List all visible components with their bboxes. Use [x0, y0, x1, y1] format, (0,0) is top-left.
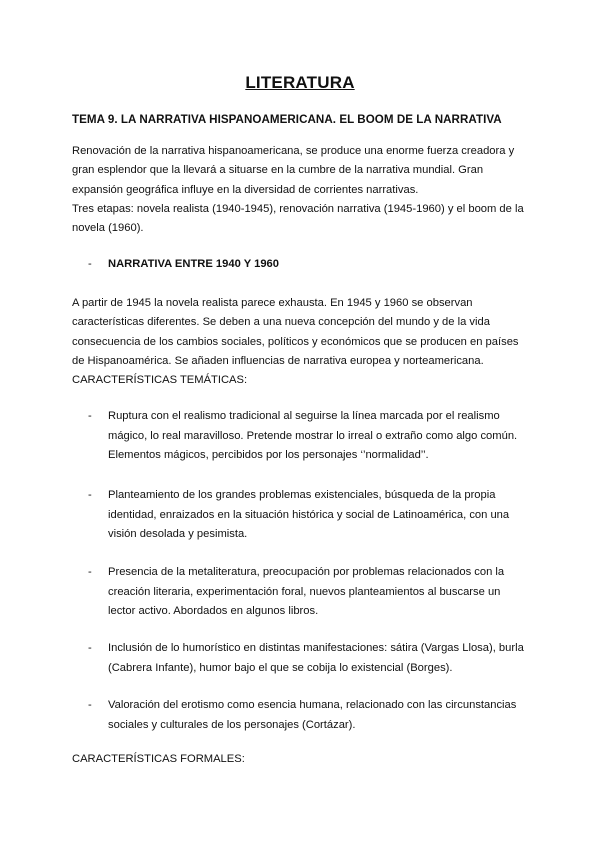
- list-item-text: Valoración del erotismo como esencia humana, relacionado con las circunstancias sociales y culturales de los personajes (Cortázar).: [108, 699, 517, 731]
- bullet-dash: -: [88, 258, 92, 270]
- section-heading-text: NARRATIVA ENTRE 1940 Y 1960: [108, 258, 279, 270]
- thematic-label: CARACTERÍSTICAS TEMÁTICAS:: [72, 374, 248, 387]
- bullet-dash: -: [88, 642, 92, 654]
- bullet-dash: -: [88, 699, 92, 711]
- section-paragraph: [72, 294, 522, 390]
- list-item-text: Inclusión de lo humorístico en distintas manifestaciones: sátira (Vargas Llosa), burla (Cabrera Infante), humor bajo el que se cobija lo existencial (Borges).: [108, 642, 524, 674]
- intro-text: Renovación de la narrativa hispanoamericana, se produce una enorme fuerza creadora y gran esplendor que la llevará a situarse en la cumbre de la narrativa mundial. Gran expansión geográfica influye en la diversidad de corrientes narrativas.: [72, 145, 515, 196]
- list-item-text: Presencia de la metaliteratura, preocupación por problemas relacionados con la creación literaria, experimentación foral, nuevos planteamientos al buscarse un lector activo. Abordados en algunos libros.: [108, 566, 505, 618]
- bullet-dash: -: [88, 410, 92, 422]
- formal-label: CARACTERÍSTICAS FORMALES:: [72, 753, 245, 765]
- stages-text: Tres etapas: novela realista (1940-1945), renovación narrativa (1945-1960) y el boom de la novela (1960).: [72, 202, 524, 235]
- page-title: LITERATURA: [245, 73, 355, 92]
- bullet-dash: -: [88, 489, 92, 501]
- section-paragraph-text: A partir de 1945 la novela realista parece exhausta. En 1945 y 1960 se observan características diferentes. Se deben a una nueva concepción del mundo y de la vida consecuencia de los cambios sociales, políticos y económicos que se producen en países de Hispanoamérica. Se añaden influencias de narrativa europea y norteamericana.: [72, 297, 519, 367]
- intro-paragraph: [72, 142, 532, 238]
- list-item-text: Ruptura con el realismo tradicional al seguirse la línea marcada por el realismo mágico, lo real maravilloso. Pretende mostrar lo irreal o extraño como algo común. Elementos mágicos, percibidos por los personajes ‘’normalidad’’.: [108, 410, 518, 462]
- theme-heading: TEMA 9. LA NARRATIVA HISPANOAMERICANA. EL BOOM DE LA NARRATIVA: [72, 113, 502, 126]
- bullet-dash: -: [88, 566, 92, 578]
- list-item-text: Planteamiento de los grandes problemas existenciales, búsqueda de la propia identidad, enraizados en la situación histórica y social de Latinoamérica, con una visión desolada y pesimista.: [108, 489, 510, 541]
